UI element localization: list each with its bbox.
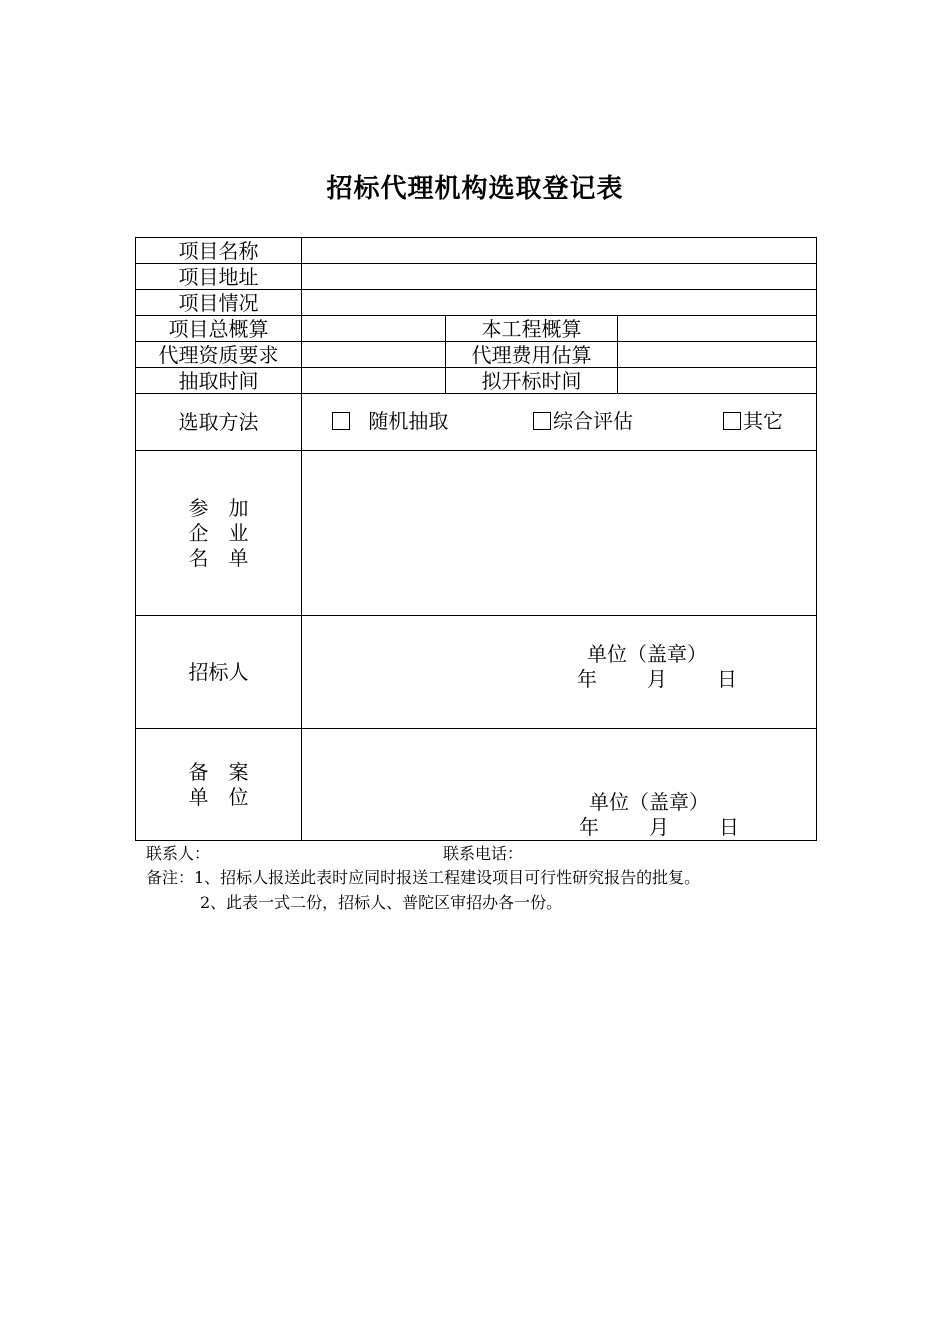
- option-comprehensive[interactable]: [533, 410, 633, 432]
- filing-seal-date: [579, 815, 739, 840]
- label-tenderer: 招标人: [136, 616, 302, 729]
- field-tenderer[interactable]: [302, 616, 817, 729]
- field-agency-qualification[interactable]: [302, 342, 446, 368]
- label-filing-line2: 单 位: [188, 784, 249, 809]
- label-filing-unit: [136, 729, 302, 841]
- field-selection-time[interactable]: [302, 368, 446, 394]
- row-tenderer: [136, 616, 817, 729]
- field-total-estimate[interactable]: [302, 316, 446, 342]
- label-participants-line3: 名 单: [188, 545, 249, 570]
- label-project-address: 项目地址: [136, 264, 302, 290]
- field-project-status[interactable]: [302, 290, 817, 316]
- checkbox-random[interactable]: [332, 412, 350, 430]
- note-line-1: 备注：1、招标人报送此表时应同时报送工程建设项目可行性研究报告的批复。: [146, 868, 701, 887]
- option-other[interactable]: [723, 410, 783, 432]
- label-participants-line2: 企 业: [188, 520, 249, 545]
- field-project-name[interactable]: [302, 238, 817, 264]
- label-planned-opening-time: 拟开标时间: [446, 368, 618, 394]
- label-agency-fee-estimate: 代理费用估算: [446, 342, 618, 368]
- field-engineering-estimate[interactable]: [618, 316, 817, 342]
- label-participants: [136, 451, 302, 616]
- row-times: [136, 368, 817, 394]
- label-agency-qualification: 代理资质要求: [136, 342, 302, 368]
- tenderer-day: 日: [717, 667, 737, 691]
- row-filing-unit: [136, 729, 817, 841]
- registration-form-table: [135, 237, 817, 841]
- contact-person-label: 联系人：: [146, 844, 211, 863]
- tenderer-seal-block: [577, 642, 767, 692]
- field-project-address[interactable]: [302, 264, 817, 290]
- tenderer-month: 月: [647, 667, 667, 691]
- field-agency-fee-estimate[interactable]: [618, 342, 817, 368]
- option-random[interactable]: [332, 410, 448, 432]
- label-engineering-estimate: 本工程概算: [446, 316, 618, 342]
- filing-seal-block: [579, 790, 769, 840]
- note-line-2: 2、此表一式二份，招标人、普陀区审招办各一份。: [200, 893, 563, 912]
- label-selection-method: 选取方法: [136, 394, 302, 451]
- checkbox-comprehensive[interactable]: [533, 412, 551, 430]
- filing-month: 月: [649, 815, 669, 839]
- option-random-label: 随机抽取: [368, 409, 449, 433]
- method-options: [302, 394, 817, 451]
- field-planned-opening-time[interactable]: [618, 368, 817, 394]
- label-selection-time: 抽取时间: [136, 368, 302, 394]
- field-participants[interactable]: [302, 451, 817, 616]
- label-filing-line1: 备 案: [188, 759, 249, 784]
- row-project-name: [136, 238, 817, 264]
- row-project-status: [136, 290, 817, 316]
- option-other-label: 其它: [743, 409, 783, 433]
- tenderer-seal-date: [577, 667, 737, 692]
- tenderer-year: 年: [577, 667, 597, 691]
- contact-phone-label: 联系电话：: [443, 844, 524, 863]
- row-participants: [136, 451, 817, 616]
- row-estimates: [136, 316, 817, 342]
- filing-seal-unit: 单位（盖章）: [589, 790, 709, 814]
- row-project-address: [136, 264, 817, 290]
- label-project-name: 项目名称: [136, 238, 302, 264]
- label-project-status: 项目情况: [136, 290, 302, 316]
- field-filing-unit[interactable]: [302, 729, 817, 841]
- filing-day: 日: [719, 815, 739, 839]
- row-selection-method: [136, 394, 817, 451]
- label-total-estimate: 项目总概算: [136, 316, 302, 342]
- page-title: 招标代理机构选取登记表: [326, 174, 624, 204]
- option-comprehensive-label: 综合评估: [553, 409, 633, 433]
- checkbox-other[interactable]: [723, 412, 741, 430]
- tenderer-seal-unit: 单位（盖章）: [587, 642, 707, 666]
- row-agency: [136, 342, 817, 368]
- filing-year: 年: [579, 815, 599, 839]
- label-participants-line1: 参 加: [188, 495, 249, 520]
